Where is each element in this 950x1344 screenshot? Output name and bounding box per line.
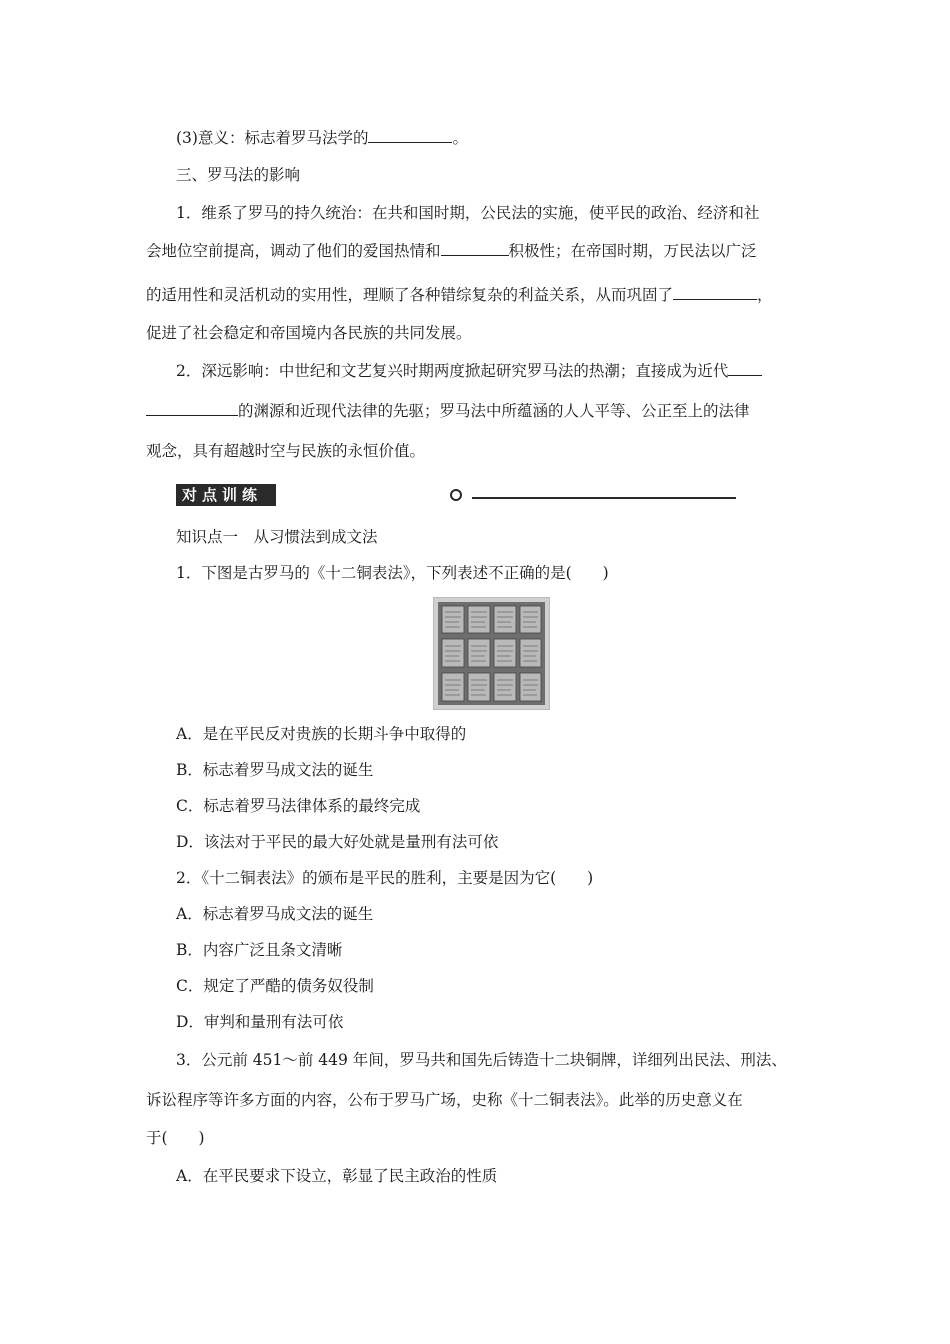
paragraph-line: 观念，具有超越时空与民族的永恒价值。 (146, 442, 426, 460)
answer-blank[interactable] (441, 241, 509, 256)
bullet-dot-icon (450, 489, 462, 501)
paragraph-line: 的适用性和灵活机动的实用性，理顺了各种错综复杂的利益关系，从而巩固了 ， (146, 286, 773, 304)
answer-blank[interactable] (673, 285, 757, 300)
paragraph-line: 1．维系了罗马的持久统治：在共和国时期，公民法的实施，使平民的政治、经济和社 (176, 204, 760, 222)
paragraph-line: 2．深远影响：中世纪和文艺复兴时期两度掀起研究罗马法的热潮；直接成为近代 (176, 361, 762, 381)
answer-blank[interactable] (368, 128, 452, 143)
question-3-stem-line-3: 于( ) (146, 1129, 205, 1147)
section-rule (472, 497, 736, 499)
section-banner (176, 484, 560, 508)
question-2-option-b: B．内容广泛且条文清晰 (176, 941, 343, 959)
question-2-option-a: A．标志着罗马成文法的诞生 (176, 905, 374, 923)
knowledge-point: 知识点一 从习惯法到成文法 (176, 528, 378, 546)
question-1-option-d: D．该法对于平民的最大好处就是量刑有法可依 (176, 833, 499, 851)
section-title: 对点训练 (176, 484, 276, 506)
question-2-option-c: C．规定了严酷的债务奴役制 (176, 977, 374, 995)
question-1-stem: 1．下图是古罗马的《十二铜表法》，下列表述不正确的是( ) (176, 564, 609, 582)
meaning-line: (3)意义：标志着罗马法学的 。 (176, 129, 468, 147)
question-3-stem-line-2: 诉讼程序等许多方面的内容，公布于罗马广场，史称《十二铜表法》。此举的历史意义在 (146, 1091, 743, 1109)
answer-blank[interactable] (728, 361, 762, 376)
question-3-stem-line-1: 3．公元前 451～前 449 年间，罗马共和国先后铸造十二块铜牌，详细列出民法、刑法、 (176, 1051, 787, 1069)
question-1-option-c: C．标志着罗马法律体系的最终完成 (176, 797, 421, 815)
answer-blank[interactable] (146, 401, 238, 416)
bronze-tablets-figure (434, 598, 549, 709)
twelve-tables-image (433, 597, 550, 710)
section-heading: 三、罗马法的影响 (176, 166, 301, 184)
question-2-stem: 2．《十二铜表法》的颁布是平民的胜利，主要是因为它( ) (176, 869, 594, 887)
question-2-option-d: D．审判和量刑有法可依 (176, 1013, 344, 1031)
question-1-option-b: B．标志着罗马成文法的诞生 (176, 761, 374, 779)
question-3-option-a: A．在平民要求下设立，彰显了民主政治的性质 (176, 1167, 498, 1185)
question-1-option-a: A．是在平民反对贵族的长期斗争中取得的 (176, 725, 467, 743)
paragraph-line: 会地位空前提高，调动了他们的爱国热情和 积极性；在帝国时期，万民法以广泛 (146, 242, 757, 260)
paragraph-line: 的渊源和近现代法律的先驱；罗马法中所蕴涵的人人平等、公正至上的法律 (146, 401, 750, 421)
paragraph-line: 促进了社会稳定和帝国境内各民族的共同发展。 (146, 324, 472, 342)
